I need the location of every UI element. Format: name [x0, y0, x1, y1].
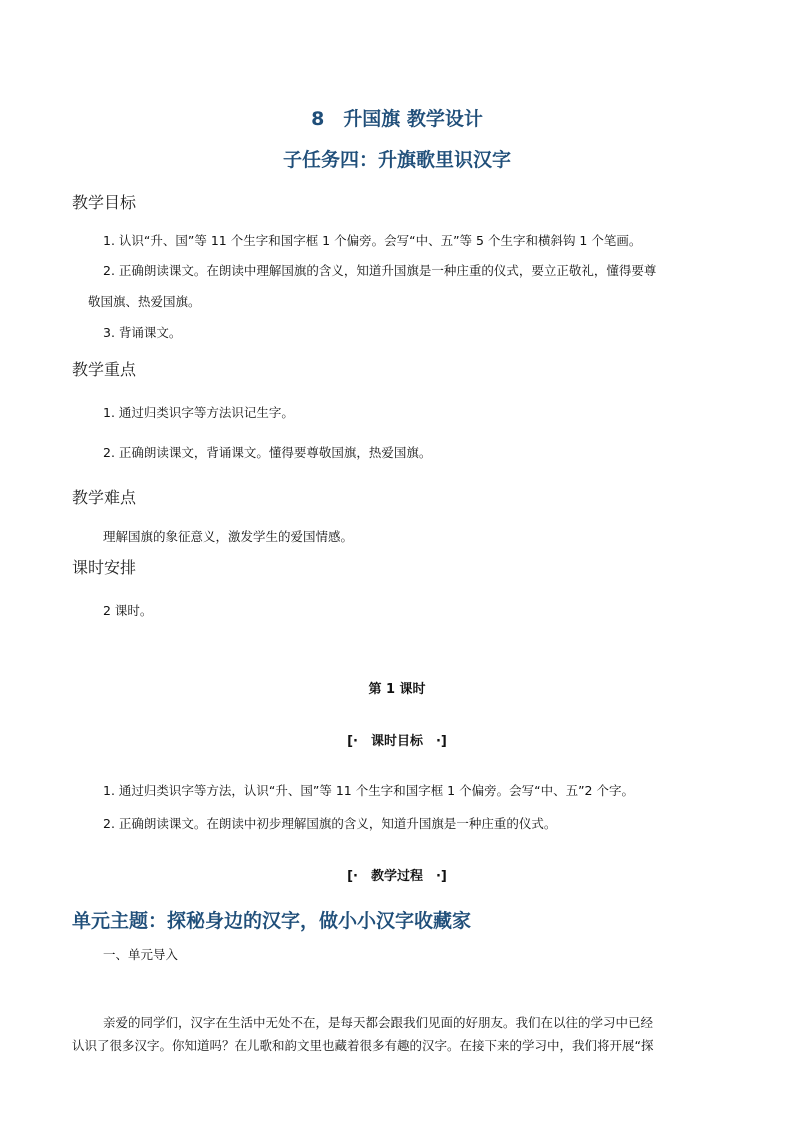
- key-points-heading: 教学重点: [72, 360, 137, 379]
- document-title: 8 升国旗 教学设计: [311, 108, 483, 130]
- goal-item-continued: 敬国旗、热爱国旗。: [88, 294, 201, 309]
- difficulties-text: 理解国旗的象征意义，激发学生的爱国情感。: [103, 529, 354, 544]
- unit-paragraph-line: 亲爱的同学们，汉字在生活中无处不在，是每天都会跟我们见面的好朋友。我们在以往的学习中已经: [103, 1015, 654, 1030]
- goal-item: 3. 背诵课文。: [103, 325, 182, 340]
- unit-paragraph-line: 认识了很多汉字。你知道吗？在儿歌和韵文里也藏着很多有趣的汉字。在接下来的学习中，我们将开展“探: [72, 1038, 654, 1053]
- goal-item: 1. 认识“升、国”等 11 个生字和国字框 1 个偏旁。会写“中、五”等 5 个生字和横斜钩 1 个笔画。: [103, 233, 642, 248]
- goals-heading: 教学目标: [72, 193, 137, 212]
- key-point-item: 2. 正确朗读课文，背诵课文。懂得要尊敬国旗，热爱国旗。: [103, 445, 432, 460]
- schedule-text: 2 课时。: [103, 603, 153, 618]
- document-subtitle: 子任务四：升旗歌里识汉字: [282, 149, 511, 171]
- schedule-heading: 课时安排: [72, 558, 137, 577]
- unit-theme-title: 单元主题：探秘身边的汉字，做小小汉字收藏家: [72, 910, 472, 932]
- difficulties-heading: 教学难点: [72, 488, 137, 507]
- lesson-objective-item: 1. 通过归类识字等方法，认识“升、国”等 11 个生字和国字框 1 个偏旁。会写“中、五”2 个字。: [103, 783, 634, 798]
- lesson-title: 第 1 课时: [368, 682, 426, 697]
- unit-section-heading: 一、单元导入: [103, 947, 179, 962]
- lesson-objectives-label: [· 课时目标 ·]: [347, 734, 447, 749]
- teaching-process-label: [· 教学过程 ·]: [347, 869, 447, 884]
- goal-item: 2. 正确朗读课文。在朗读中理解国旗的含义，知道升国旗是一种庄重的仪式，要立正敬礼，懂得要尊: [103, 263, 657, 278]
- key-point-item: 1. 通过归类识字等方法识记生字。: [103, 405, 294, 420]
- lesson-objective-item: 2. 正确朗读课文。在朗读中初步理解国旗的含义，知道升国旗是一种庄重的仪式。: [103, 816, 557, 831]
